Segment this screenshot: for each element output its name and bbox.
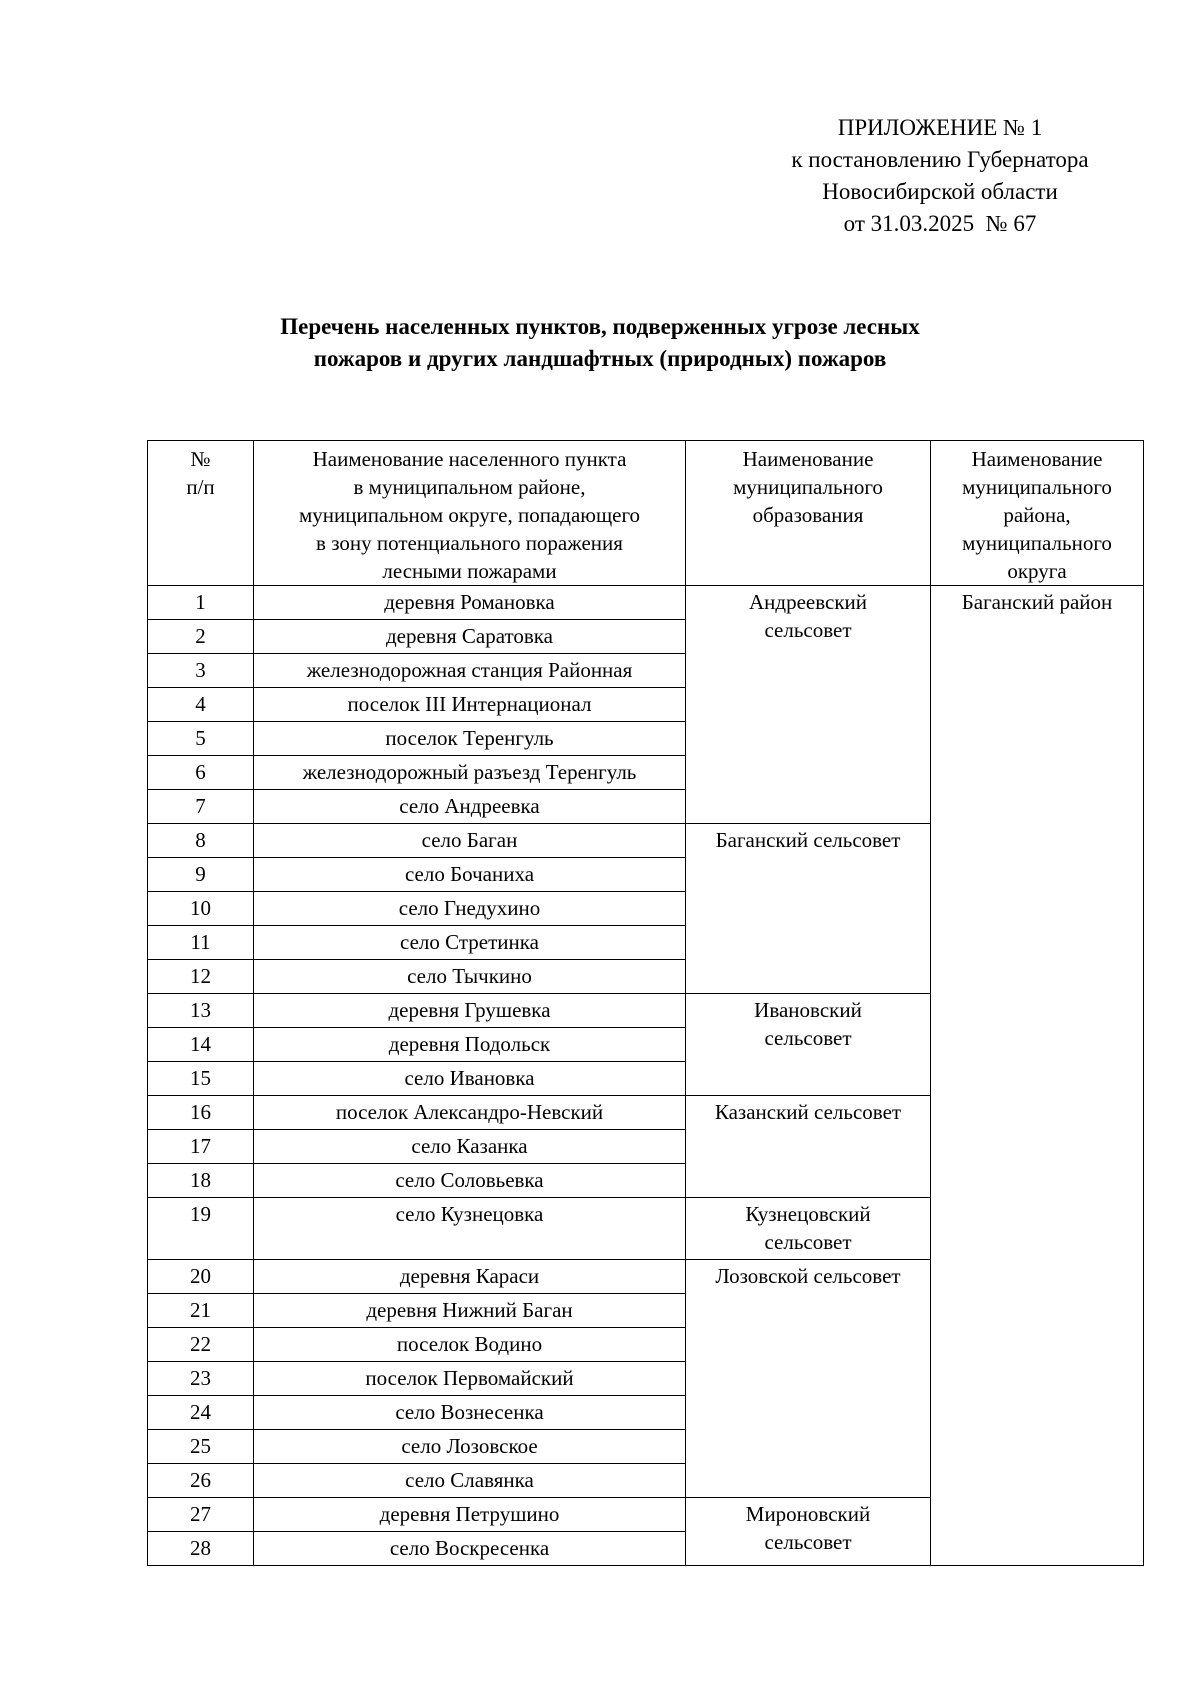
settlement-name-cell: село Стретинка bbox=[254, 926, 686, 960]
settlement-name-cell: деревня Караси bbox=[254, 1260, 686, 1294]
table-header-row bbox=[148, 441, 1144, 586]
settlement-name-cell: село Тычкино bbox=[254, 960, 686, 994]
municipal-formation-cell: Казанский сельсовет bbox=[686, 1096, 931, 1198]
settlement-name-cell: село Воскресенка bbox=[254, 1532, 686, 1566]
settlement-name-cell: деревня Саратовка bbox=[254, 620, 686, 654]
row-number-cell: 3 bbox=[148, 654, 254, 688]
table-row bbox=[148, 586, 1144, 620]
row-number-cell: 10 bbox=[148, 892, 254, 926]
row-number-cell: 4 bbox=[148, 688, 254, 722]
row-number-cell: 8 bbox=[148, 824, 254, 858]
row-number-cell: 16 bbox=[148, 1096, 254, 1130]
district-cell: Баганский район bbox=[931, 586, 1144, 1566]
settlement-name-cell: деревня Грушевка bbox=[254, 994, 686, 1028]
row-number-cell: 26 bbox=[148, 1464, 254, 1498]
row-number-cell: 1 bbox=[148, 586, 254, 620]
settlement-name-cell: село Казанка bbox=[254, 1130, 686, 1164]
settlement-name-cell: железнодорожная станция Районная bbox=[254, 654, 686, 688]
header-text-settlement: Наименование населенного пункта в муниципальном районе, муниципальном округе, попадающего в зону потенциального поражения лесными пожарами bbox=[298, 447, 641, 583]
appendix-date-number: от 31.03.2025 № 67 bbox=[843, 211, 1037, 236]
settlement-name-cell: железнодорожный разъезд Теренгуль bbox=[254, 756, 686, 790]
table-body bbox=[148, 586, 1144, 1566]
settlement-name-cell: село Лозовское bbox=[254, 1430, 686, 1464]
settlement-name-cell: поселок Первомайский bbox=[254, 1362, 686, 1396]
settlement-name-cell: село Бочаниха bbox=[254, 858, 686, 892]
row-number-cell: 6 bbox=[148, 756, 254, 790]
settlement-name-cell: село Ивановка bbox=[254, 1062, 686, 1096]
settlement-name-cell: деревня Нижний Баган bbox=[254, 1294, 686, 1328]
row-number-cell: 21 bbox=[148, 1294, 254, 1328]
municipal-formation-cell: Лозовской сельсовет bbox=[686, 1260, 931, 1498]
row-number-cell: 24 bbox=[148, 1396, 254, 1430]
appendix-decree-ref: к постановлению Губернатора bbox=[791, 147, 1089, 172]
title-line-2: пожаров и других ландшафтных (природных) пожаров bbox=[313, 346, 887, 371]
municipal-formation-cell: Мироновский сельсовет bbox=[686, 1498, 931, 1566]
settlement-name-cell: село Гнедухино bbox=[254, 892, 686, 926]
row-number-cell: 27 bbox=[148, 1498, 254, 1532]
header-text-municipal-formation: Наименование муниципального образования bbox=[733, 447, 883, 527]
settlement-name-cell: деревня Петрушино bbox=[254, 1498, 686, 1532]
row-number-cell: 14 bbox=[148, 1028, 254, 1062]
row-number-cell: 17 bbox=[148, 1130, 254, 1164]
row-number-cell: 5 bbox=[148, 722, 254, 756]
row-number-cell: 13 bbox=[148, 994, 254, 1028]
settlement-name-cell: село Соловьевка bbox=[254, 1164, 686, 1198]
row-number-cell: 20 bbox=[148, 1260, 254, 1294]
column-header-district bbox=[931, 441, 1144, 586]
appendix-label: ПРИЛОЖЕНИЕ № 1 bbox=[837, 115, 1043, 140]
settlement-name-cell: село Вознесенка bbox=[254, 1396, 686, 1430]
municipal-formation-cell: Ивановский сельсовет bbox=[686, 994, 931, 1096]
row-number-cell: 19 bbox=[148, 1198, 254, 1260]
column-header-municipal-formation bbox=[686, 441, 931, 586]
settlement-name-cell: деревня Подольск bbox=[254, 1028, 686, 1062]
settlement-name-cell: село Баган bbox=[254, 824, 686, 858]
settlement-name-cell: село Кузнецовка bbox=[254, 1198, 686, 1260]
column-header-number bbox=[148, 441, 254, 586]
settlement-name-cell: поселок Теренгуль bbox=[254, 722, 686, 756]
row-number-cell: 15 bbox=[148, 1062, 254, 1096]
municipal-formation-cell: Андреевский сельсовет bbox=[686, 586, 931, 824]
header-text-district: Наименование муниципального района, муниципального округа bbox=[962, 447, 1112, 583]
settlement-name-cell: поселок Водино bbox=[254, 1328, 686, 1362]
row-number-cell: 12 bbox=[148, 960, 254, 994]
appendix-block bbox=[740, 112, 1140, 240]
row-number-cell: 28 bbox=[148, 1532, 254, 1566]
settlement-name-cell: поселок Александро-Невский bbox=[254, 1096, 686, 1130]
settlement-name-cell: поселок III Интернационал bbox=[254, 688, 686, 722]
header-text-number: № п/п bbox=[186, 447, 215, 499]
settlement-name-cell: деревня Романовка bbox=[254, 586, 686, 620]
row-number-cell: 18 bbox=[148, 1164, 254, 1198]
municipal-formation-cell: Баганский сельсовет bbox=[686, 824, 931, 994]
municipal-formation-cell: Кузнецовский сельсовет bbox=[686, 1198, 931, 1260]
settlement-name-cell: село Андреевка bbox=[254, 790, 686, 824]
row-number-cell: 22 bbox=[148, 1328, 254, 1362]
row-number-cell: 25 bbox=[148, 1430, 254, 1464]
row-number-cell: 2 bbox=[148, 620, 254, 654]
row-number-cell: 9 bbox=[148, 858, 254, 892]
row-number-cell: 11 bbox=[148, 926, 254, 960]
appendix-region: Новосибирской области bbox=[822, 179, 1058, 204]
settlements-table bbox=[147, 440, 1144, 1566]
row-number-cell: 23 bbox=[148, 1362, 254, 1396]
settlement-name-cell: село Славянка bbox=[254, 1464, 686, 1498]
title-line-1: Перечень населенных пунктов, подверженных угрозе лесных bbox=[280, 314, 920, 339]
document-title bbox=[140, 311, 1060, 375]
row-number-cell: 7 bbox=[148, 790, 254, 824]
column-header-settlement bbox=[254, 441, 686, 586]
